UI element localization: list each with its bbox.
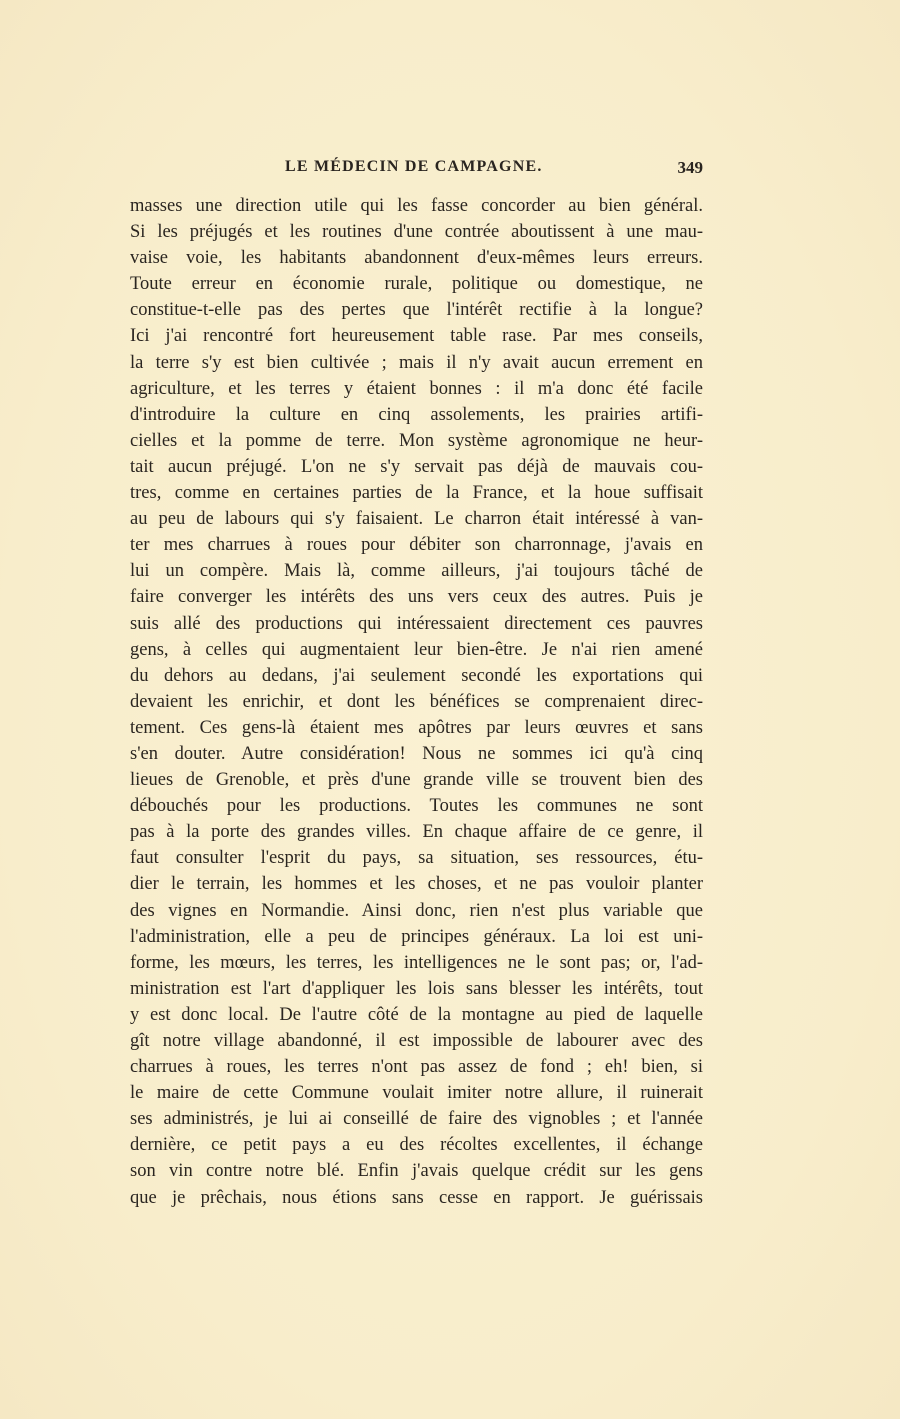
text-line: des vignes en Normandie. Ainsi donc, rien n'est plus variable que (130, 900, 703, 921)
text-line: gît notre village abandonné, il est impossible de labourer avec des (130, 1031, 703, 1051)
text-line: tres, comme en certaines parties de la France, et la houe suffisait (130, 483, 703, 504)
page-header (130, 158, 703, 184)
text-line: d'introduire la culture en cinq assolements, les prairies artifi- (130, 404, 703, 425)
text-line: lui un compère. Mais là, comme ailleurs, j'ai toujours tâché de (130, 561, 703, 582)
text-line: débouchés pour les productions. Toutes les communes ne sont (130, 796, 703, 817)
text-line: Ici j'ai rencontré fort heureusement table rase. Par mes conseils, (130, 326, 703, 347)
page-number: 349 (677, 158, 703, 177)
text-line: dier le terrain, les hommes et les choses, et ne pas vouloir planter (130, 874, 703, 895)
text-line: charrues à roues, les terres n'ont pas assez de fond ; eh! bien, si (130, 1057, 703, 1078)
text-line: lieues de Grenoble, et près d'une grande ville se trouvent bien des (130, 770, 703, 791)
text-line: dernière, ce petit pays a eu des récoltes excellentes, il échange (130, 1135, 703, 1156)
text-line: du dehors au dedans, j'ai seulement secondé les exportations qui (130, 665, 703, 686)
text-line: s'en douter. Autre considération! Nous ne sommes ici qu'à cinq (130, 743, 703, 764)
text-line: y est donc local. De l'autre côté de la montagne au pied de laquelle (130, 1004, 703, 1025)
text-line: Si les préjugés et les routines d'une contrée aboutissent à une mau- (130, 222, 703, 243)
text-line: forme, les mœurs, les terres, les intelligences ne le sont pas; or, l'ad- (130, 952, 703, 973)
text-line: pas à la porte des grandes villes. En chaque affaire de ce genre, il (130, 822, 703, 843)
text-line: vaise voie, les habitants abandonnent d'eux-mêmes leurs erreurs. (130, 248, 703, 269)
text-line: gens, à celles qui augmentaient leur bien-être. Je n'ai rien amené (130, 639, 703, 660)
text-line: masses une direction utile qui les fasse concorder au bien général. (130, 196, 703, 216)
text-line: tait aucun préjugé. L'on ne s'y servait pas déjà de mauvais cou- (130, 456, 703, 477)
text-line: son vin contre notre blé. Enfin j'avais quelque crédit sur les gens (130, 1161, 703, 1182)
text-line: ministration est l'art d'appliquer les lois sans blesser les intérêts, tout (130, 978, 703, 999)
text-line: Toute erreur en économie rurale, politique ou domestique, ne (130, 274, 703, 295)
text-line: suis allé des productions qui intéressaient directement ces pauvres (130, 613, 703, 634)
text-line: la terre s'y est bien cultivée ; mais il n'y avait aucun errement en (130, 352, 703, 373)
text-line: cielles et la pomme de terre. Mon système agronomique ne heur- (130, 430, 703, 451)
text-line: constitue-t-elle pas des pertes que l'intérêt rectifie à la longue? (130, 300, 703, 321)
text-line: ter mes charrues à roues pour débiter son charronnage, j'avais en (130, 535, 703, 556)
text-line: au peu de labours qui s'y faisaient. Le charron était intéressé à van- (130, 509, 703, 530)
running-title: LE MÉDECIN DE CAMPAGNE. (285, 158, 543, 175)
text-line: que je prêchais, nous étions sans cesse en rapport. Je guérissais (130, 1187, 703, 1208)
text-line: tement. Ces gens-là étaient mes apôtres par leurs œuvres et sans (130, 717, 703, 738)
body-text (130, 193, 703, 1211)
text-line: ses administrés, je lui ai conseillé de faire des vignobles ; et l'année (130, 1109, 703, 1130)
text-line: l'administration, elle a peu de principes généraux. La loi est uni- (130, 926, 703, 947)
text-line: faut consulter l'esprit du pays, sa situation, ses ressources, étu- (130, 848, 703, 869)
text-line: agriculture, et les terres y étaient bonnes : il m'a donc été facile (130, 378, 703, 399)
text-line: faire converger les intérêts des uns vers ceux des autres. Puis je (130, 587, 703, 608)
text-line: devaient les enrichir, et dont les bénéfices se comprenaient direc- (130, 691, 703, 712)
text-line: le maire de cette Commune voulait imiter notre allure, il ruinerait (130, 1083, 703, 1104)
